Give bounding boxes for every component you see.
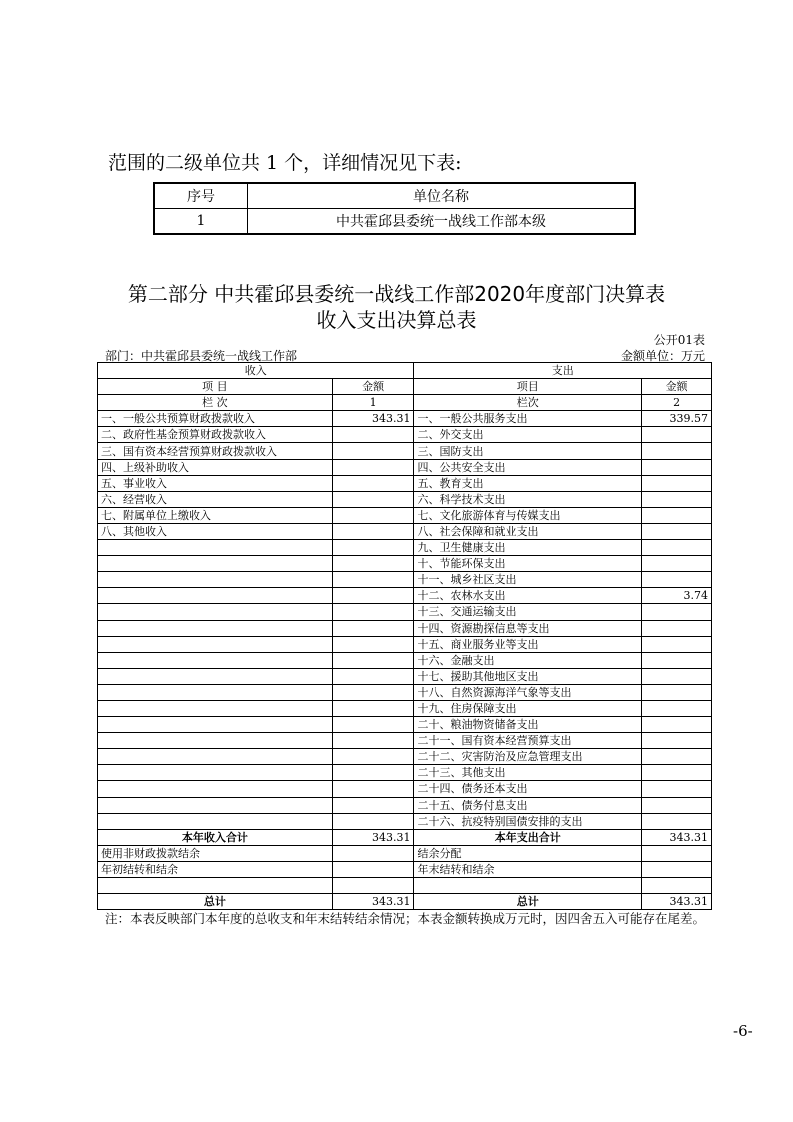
item-cell: [98, 781, 333, 797]
item-cell: 七、文化旅游体育与传媒支出: [414, 507, 642, 523]
footnote: 注：本表反映部门本年度的总收支和年末结转结余情况；本表金额转换成万元时，因四舍五入可能存在尾差。: [105, 911, 706, 926]
item-cell: [98, 652, 333, 668]
table-row: [98, 540, 712, 556]
amount-cell: [642, 491, 712, 507]
amount-cell: 343.31: [332, 411, 414, 427]
amount-cell: [642, 684, 712, 700]
amount-cell: [642, 459, 712, 475]
amount-cell: [642, 700, 712, 716]
amount-cell: [642, 636, 712, 652]
amount-cell: [642, 652, 712, 668]
item-cell: 使用非财政拨款结余: [98, 845, 333, 861]
income-header: 收入: [98, 363, 414, 379]
table-row: [98, 507, 712, 523]
amount-cell: [642, 556, 712, 572]
item-cell: [414, 878, 642, 894]
item-cell: 七、附属单位上缴收入: [98, 507, 333, 523]
expense-header: 支出: [414, 363, 712, 379]
table-row: [98, 588, 712, 604]
intro-text: 范围的二级单位共 1 个，详细情况见下表:: [108, 152, 462, 174]
table-title: 收入支出决算总表: [316, 308, 477, 332]
amount-cell: [332, 523, 414, 539]
amount-cell: [332, 652, 414, 668]
amount-cell: 343.31: [332, 829, 414, 845]
amount-cell: [332, 540, 414, 556]
item-cell: [98, 749, 333, 765]
item-cell: 二、政府性基金预算财政拨款收入: [98, 427, 333, 443]
item-cell: [98, 588, 333, 604]
amount-cell: [332, 459, 414, 475]
amount-cell: [332, 765, 414, 781]
amount-cell: 3.74: [642, 588, 712, 604]
amount-cell: [332, 491, 414, 507]
item-cell: [98, 765, 333, 781]
amount-cell: [332, 733, 414, 749]
item-cell: 本年收入合计: [98, 829, 333, 845]
header-unit-name: 单位名称: [248, 183, 636, 209]
amount-cell: [332, 797, 414, 813]
amount-cell: [642, 781, 712, 797]
item-cell: [98, 700, 333, 716]
amount-cell: [332, 749, 414, 765]
table-row: [98, 733, 712, 749]
table-row: [98, 813, 712, 829]
amount-cell: [332, 443, 414, 459]
table-row: [98, 749, 712, 765]
item-cell: 总计: [98, 894, 333, 910]
item-cell: 结余分配: [414, 845, 642, 861]
item-cell: 十、节能环保支出: [414, 556, 642, 572]
table-row: [98, 668, 712, 684]
item-cell: 二十六、抗疫特别国债安排的支出: [414, 813, 642, 829]
amount-cell: [332, 700, 414, 716]
item-cell: 五、事业收入: [98, 475, 333, 491]
table-row: [98, 491, 712, 507]
item-cell: 十八、自然资源海洋气象等支出: [414, 684, 642, 700]
item-cell: 二十三、其他支出: [414, 765, 642, 781]
item-cell: 十五、商业服务业等支出: [414, 636, 642, 652]
amount-cell: [642, 668, 712, 684]
item-cell: 二十二、灾害防治及应急管理支出: [414, 749, 642, 765]
item-header: 项 目: [98, 379, 333, 395]
unit-table: [153, 182, 636, 235]
amount-cell: [642, 845, 712, 861]
item-cell: 十二、农林水支出: [414, 588, 642, 604]
item-cell: 年初结转和结余: [98, 861, 333, 877]
item-cell: 二十五、债务付息支出: [414, 797, 642, 813]
amount-cell: 343.31: [332, 894, 414, 910]
item-cell: [98, 540, 333, 556]
amount-header: 金额: [642, 379, 712, 395]
amount-cell: [642, 475, 712, 491]
amount-cell: [642, 523, 712, 539]
item-cell: 十七、援助其他地区支出: [414, 668, 642, 684]
item-cell: [98, 733, 333, 749]
item-cell: [98, 604, 333, 620]
item-header: 项目: [414, 379, 642, 395]
department-label: 部门：中共霍邱县委统一战线工作部: [105, 349, 298, 363]
amount-cell: [642, 733, 712, 749]
amount-cell: [642, 878, 712, 894]
amount-cell: [332, 572, 414, 588]
amount-cell: [642, 861, 712, 877]
amount-cell: [642, 540, 712, 556]
amount-cell: [642, 427, 712, 443]
item-cell: 八、其他收入: [98, 523, 333, 539]
amount-cell: [332, 604, 414, 620]
amount-cell: [332, 556, 414, 572]
table-row: [98, 861, 712, 877]
item-cell: 六、科学技术支出: [414, 491, 642, 507]
amount-cell: [332, 845, 414, 861]
cell-unit-name: 中共霍邱县委统一战线工作部本级: [248, 209, 636, 235]
form-number: 公开01表: [653, 333, 705, 347]
item-cell: 一、一般公共服务支出: [414, 411, 642, 427]
amount-cell: [642, 443, 712, 459]
table-row: [98, 797, 712, 813]
amount-cell: 343.31: [642, 829, 712, 845]
header-index: 序号: [154, 183, 248, 209]
table-row: [98, 894, 712, 910]
amount-header: 金额: [332, 379, 414, 395]
item-cell: 六、经营收入: [98, 491, 333, 507]
item-cell: 四、公共安全支出: [414, 459, 642, 475]
table-row: [98, 829, 712, 845]
table-row: [98, 411, 712, 427]
item-cell: [98, 813, 333, 829]
item-cell: 二、外交支出: [414, 427, 642, 443]
item-cell: 十六、金融支出: [414, 652, 642, 668]
amount-cell: [332, 636, 414, 652]
item-cell: 本年支出合计: [414, 829, 642, 845]
amount-cell: [642, 604, 712, 620]
amount-cell: [332, 878, 414, 894]
page-number: -6-: [733, 1022, 753, 1040]
item-cell: [98, 572, 333, 588]
item-cell: 十一、城乡社区支出: [414, 572, 642, 588]
table-row: [98, 781, 712, 797]
item-cell: 二十、粮油物资储备支出: [414, 717, 642, 733]
amount-cell: [332, 684, 414, 700]
amount-cell: [642, 765, 712, 781]
amount-cell: [332, 717, 414, 733]
item-cell: 年末结转和结余: [414, 861, 642, 877]
item-cell: 九、卫生健康支出: [414, 540, 642, 556]
table-row: [98, 636, 712, 652]
item-cell: [98, 878, 333, 894]
item-cell: 四、上级补助收入: [98, 459, 333, 475]
amount-cell: [332, 588, 414, 604]
item-cell: 十三、交通运输支出: [414, 604, 642, 620]
table-row: [98, 620, 712, 636]
item-cell: 三、国有资本经营预算财政拨款收入: [98, 443, 333, 459]
table-row: [98, 556, 712, 572]
section-title: 第二部分 中共霍邱县委统一战线工作部2020年度部门决算表: [127, 282, 666, 306]
item-cell: [98, 636, 333, 652]
amount-cell: [332, 620, 414, 636]
column-label: 栏次: [414, 395, 642, 411]
column-number: 1: [332, 395, 414, 411]
table-row: [98, 700, 712, 716]
item-cell: 二十四、债务还本支出: [414, 781, 642, 797]
table-row: [98, 427, 712, 443]
amount-cell: [642, 717, 712, 733]
amount-cell: [332, 813, 414, 829]
table-row: [98, 652, 712, 668]
table-row: [98, 475, 712, 491]
unit-label: 金额单位：万元: [620, 349, 705, 363]
amount-cell: [332, 781, 414, 797]
table-row: [98, 604, 712, 620]
item-cell: [98, 717, 333, 733]
item-cell: 十九、住房保障支出: [414, 700, 642, 716]
table-row: [98, 717, 712, 733]
cell-index: 1: [154, 209, 248, 235]
amount-cell: 339.57: [642, 411, 712, 427]
amount-cell: 343.31: [642, 894, 712, 910]
table-row: [98, 684, 712, 700]
table-row: [98, 765, 712, 781]
table-row: [98, 523, 712, 539]
table-row: [98, 572, 712, 588]
item-cell: 八、社会保障和就业支出: [414, 523, 642, 539]
item-cell: 总计: [414, 894, 642, 910]
amount-cell: [332, 861, 414, 877]
table-row: [98, 845, 712, 861]
table-row: [98, 459, 712, 475]
column-number: 2: [642, 395, 712, 411]
amount-cell: [642, 620, 712, 636]
item-cell: [98, 684, 333, 700]
item-cell: 三、国防支出: [414, 443, 642, 459]
item-cell: [98, 556, 333, 572]
item-cell: 十四、资源勘探信息等支出: [414, 620, 642, 636]
item-cell: 一、一般公共预算财政拨款收入: [98, 411, 333, 427]
amount-cell: [332, 507, 414, 523]
amount-cell: [642, 507, 712, 523]
item-cell: 五、教育支出: [414, 475, 642, 491]
amount-cell: [642, 749, 712, 765]
table-row: [98, 443, 712, 459]
item-cell: 二十一、国有资本经营预算支出: [414, 733, 642, 749]
item-cell: [98, 620, 333, 636]
table-row: [98, 878, 712, 894]
amount-cell: [332, 427, 414, 443]
amount-cell: [332, 475, 414, 491]
income-expense-table: [97, 362, 712, 910]
amount-cell: [642, 813, 712, 829]
item-cell: [98, 668, 333, 684]
column-label: 栏 次: [98, 395, 333, 411]
amount-cell: [332, 668, 414, 684]
amount-cell: [642, 572, 712, 588]
amount-cell: [642, 797, 712, 813]
item-cell: [98, 797, 333, 813]
